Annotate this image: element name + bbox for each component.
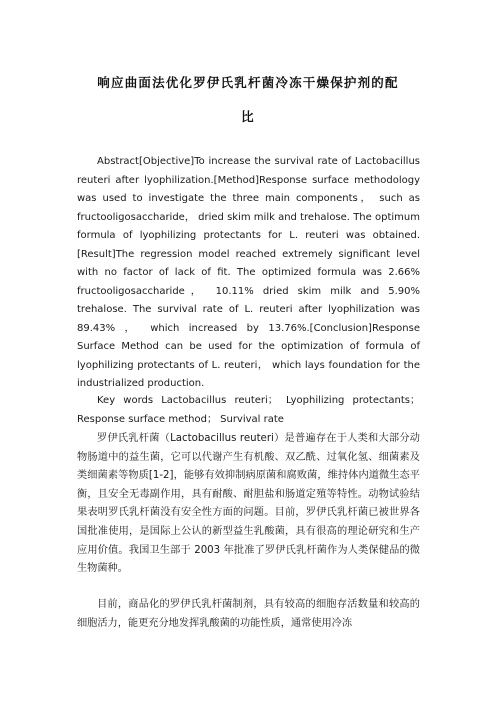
intro-paragraph-1: 罗伊氏乳杆菌（Lactobacillus reuteri）是普遍存在于人类和大部分动物肠道中的益生菌，它可以代谢产生有机酸、双乙酰、过氧化氢、细菌素及类细菌素等物质[1-2]，能够有效抑制病原菌和腐败菌，维持体内道微生态平衡，且安全无毒副作用，具有耐酸、耐胆盐和肠道定殖等特性。动物试验结果表明罗氏乳杆菌没有安全性方面的问题。目前，罗伊氏乳杆菌已被世界各国批准使用，是国际上公认的新型益生乳酸菌，具有很高的理论研究和生产应用价值。我国卫生部于 2003 年批准了罗伊氏乳杆菌作为人类保健品的微生物菌种。: [77, 433, 420, 575]
keywords-block: [77, 392, 420, 429]
title-line-2: 比: [241, 109, 255, 124]
intro-paragraph-1-block: [77, 430, 420, 579]
keywords-paragraph: Key words Lactobacillus reuteri； Lyophilizing protectants； Response surface method； Survival rate: [77, 395, 420, 425]
document-title: [70, 66, 426, 134]
intro-paragraph-2-block: [77, 596, 420, 633]
abstract-paragraph: Abstract[Objective]To increase the survival rate of Lactobacillus reuteri after lyophilization.[Method]Response surface methodology was used to investigate the three main components， such as fructooligosaccharide， dried skim milk and trehalose. The optimum formula of lyophilizing protectants for L. reuteri was obtained.[Result]The regression model reached extremely significant level with no factor of lack of fit. The optimized formula was 2.66% fructooligosaccharide， 10.11% dried skim milk and 5.90% trehalose. The survival rate of L. reuteri after lyophilization was 89.43% ， which increased by 13.76%.[Conclusion]Response Surface Method can be used for the optimization of formula of lyophilizing protectants of L. reuteri， which lays foundation for the industrialized production.: [77, 156, 420, 389]
intro-paragraph-2: 目前，商品化的罗伊氏乳杆菌制剂，具有较高的细胞存活数量和较高的细胞活力，能更充分地发挥乳酸菌的功能性质，通常使用冷冻: [77, 599, 420, 629]
title-line-1: 响应曲面法优化罗伊氏乳杆菌冷冻干燥保护剂的配: [97, 75, 399, 90]
abstract-block: [77, 153, 420, 394]
